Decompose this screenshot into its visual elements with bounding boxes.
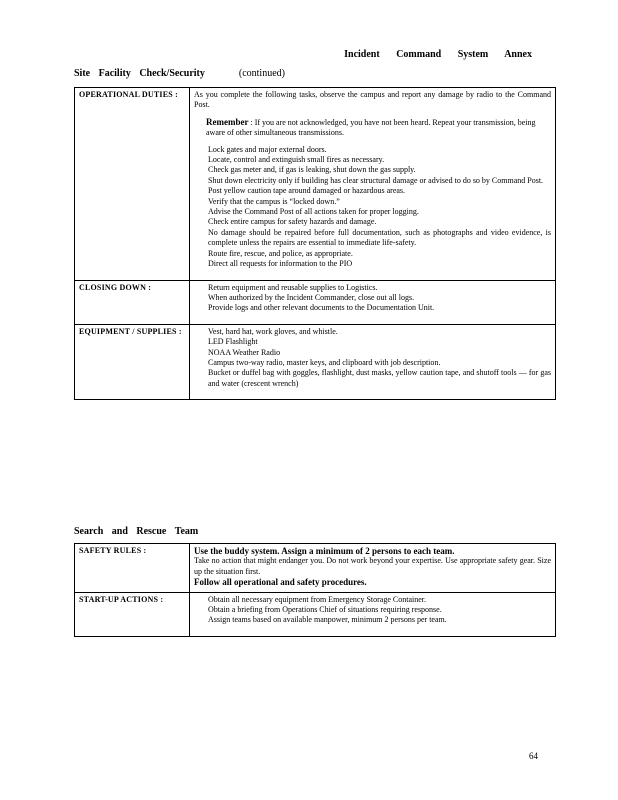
- intro-text: As you complete the following tasks, observe the campus and report any damage by radio to the Command Post.: [194, 90, 551, 110]
- row-content: [190, 544, 556, 593]
- list-item: Provide logs and other relevant documents to the Documentation Unit.: [208, 303, 435, 313]
- table-row-closing-down: [75, 280, 556, 324]
- safety-rule-bold-2: Follow all operational and safety procedures.: [194, 577, 367, 588]
- safety-rule-text: Take no action that might endanger you. Do not work beyond your expertise. Use appropriate safety gear. Size up the situation first.: [194, 556, 551, 576]
- remember-text: : If you are not acknowledged, you have not been heard. Repeat your transmission, being aware of other simultaneous transmissions.: [206, 117, 536, 138]
- section-heading-search-rescue: Search and Rescue Team: [74, 526, 199, 537]
- row-content: [190, 280, 556, 324]
- row-content: [190, 592, 556, 636]
- list-item: Lock gates and major external doors.: [208, 144, 327, 154]
- list-item: LED Flashlight: [208, 337, 258, 347]
- list-item: Bucket or duffel bag with goggles, flashlight, dust masks, yellow caution tape, and shutoff tools — for gas and water (crescent wrench): [208, 368, 551, 388]
- list-item: No damage should be repaired before full documentation, such as photographs and video evidence, is complete unless the repairs are essential to immediate life-safety.: [208, 227, 551, 248]
- task-list: [194, 145, 551, 270]
- list-item: Post yellow caution tape around damaged or hazardous areas.: [208, 186, 406, 196]
- closing-list: [194, 283, 551, 314]
- section-heading-site-facility: [74, 68, 285, 79]
- row-label: START-UP ACTIONS :: [75, 592, 190, 636]
- section-title: Site Facility Check/Security: [74, 68, 205, 79]
- list-item: Assign teams based on available manpower, minimum 2 persons per team.: [208, 615, 447, 625]
- row-content: [190, 324, 556, 399]
- row-label: EQUIPMENT / SUPPLIES :: [75, 324, 190, 399]
- list-item: Return equipment and reusable supplies to Logistics.: [208, 282, 378, 292]
- list-item: NOAA Weather Radio: [208, 347, 281, 357]
- list-item: Check gas meter and, if gas is leaking, shut down the gas supply.: [208, 165, 416, 175]
- list-item: Advise the Command Post of all actions taken for proper logging.: [208, 207, 419, 217]
- list-item: Verify that the campus is “locked down.”: [208, 196, 340, 206]
- row-label: OPERATIONAL DUTIES :: [75, 88, 190, 281]
- table-row-operational-duties: [75, 88, 556, 281]
- remember-label: Remember: [206, 116, 249, 127]
- annex-title: Incident Command System Annex: [344, 49, 532, 60]
- equipment-list: [194, 327, 551, 389]
- list-item: Obtain a briefing from Operations Chief of situations requiring response.: [208, 605, 442, 615]
- list-item: Vest, hard hat, work gloves, and whistle.: [208, 326, 338, 336]
- startup-list: [194, 595, 551, 626]
- row-content: [190, 88, 556, 281]
- page-number: 64: [529, 751, 538, 761]
- row-label: SAFETY RULES :: [75, 544, 190, 593]
- row-label: CLOSING DOWN :: [75, 280, 190, 324]
- continued-label: (continued): [238, 68, 285, 79]
- list-item: Route fire, rescue, and police, as appropriate.: [208, 248, 353, 258]
- list-item: Shut down electricity only if building has clear structural damage or advised to do so by Command Post.: [208, 175, 544, 185]
- table-row-equipment-supplies: [75, 324, 556, 399]
- table-row-safety-rules: [75, 544, 556, 593]
- safety-rule-bold: Use the buddy system. Assign a minimum of 2 persons to each team.: [194, 546, 455, 556]
- table-row-start-up-actions: [75, 592, 556, 636]
- list-item: Obtain all necessary equipment from Emergency Storage Container.: [208, 594, 427, 604]
- list-item: Check entire campus for safety hazards and damage.: [208, 217, 377, 227]
- search-rescue-table: [74, 543, 556, 637]
- site-facility-table: [74, 87, 556, 400]
- list-item: Locate, control and extinguish small fires as necessary.: [208, 155, 385, 165]
- list-item: Campus two-way radio, master keys, and clipboard with job description.: [208, 357, 441, 367]
- remember-note: [194, 117, 551, 139]
- list-item: When authorized by the Incident Commander, close out all logs.: [208, 292, 415, 302]
- list-item: Direct all requests for information to the PIO: [208, 259, 353, 269]
